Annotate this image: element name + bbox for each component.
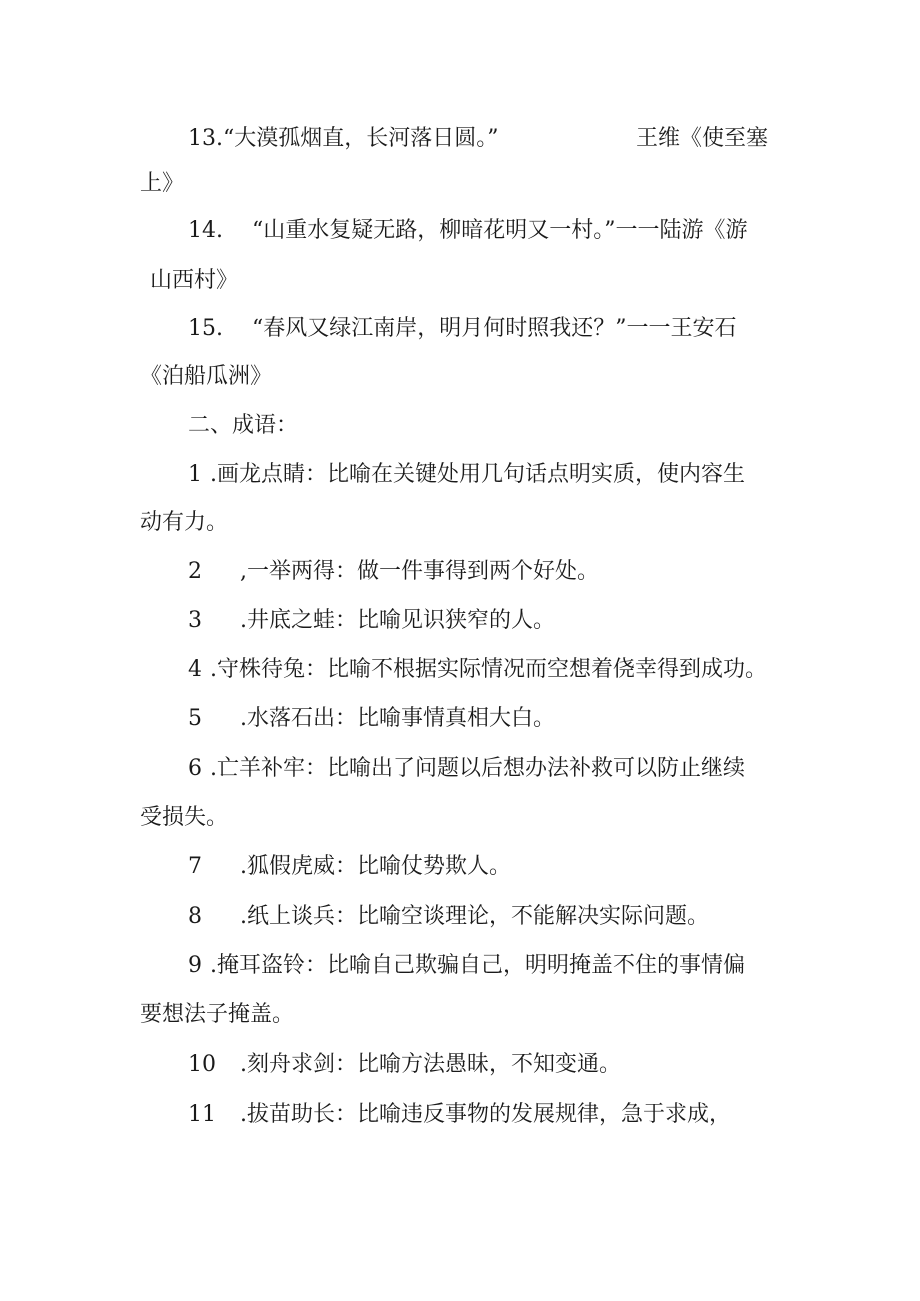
idiom-item-3 (188, 606, 555, 636)
poem-14-line (188, 216, 748, 246)
poem-text: “大漠孤烟直，长河落日圆。” (223, 126, 499, 151)
idiom-number: 1 (188, 462, 202, 487)
section-heading: 二、成语： (188, 413, 299, 438)
poem-13-line (188, 124, 499, 154)
idiom-text: .水落石出：比喻事情真相大白。 (240, 706, 555, 731)
idiom-text: .纸上谈兵：比喻空谈理论，不能解决实际问题。 (240, 904, 709, 929)
poem-text: “山重水复疑无路，柳暗花明又一村。”一一陆游《游 (252, 218, 748, 243)
idiom-item-10 (188, 1050, 621, 1080)
poem-author: 王维《使至塞 (636, 126, 769, 151)
poem-13-continuation: 上》 (140, 171, 185, 196)
poem-number: 13. (188, 126, 223, 151)
poem-13-author (636, 124, 768, 154)
idiom-item-7 (188, 852, 511, 882)
idiom-text: .拔苗助长：比喻违反事物的发展规律，急于求成， (240, 1102, 731, 1127)
poem-15-line (188, 314, 737, 344)
idiom-number: 10 (188, 1052, 216, 1077)
idiom-text: .画龙点睛：比喻在关键处用几句话点明实质，使内容生 (210, 462, 745, 487)
idiom-text: .掩耳盗铃：比喻自己欺骗自己，明明掩盖不住的事情偏 (210, 953, 745, 978)
idiom-number: 6 (188, 756, 202, 781)
idiom-1-continuation: 动有力。 (140, 510, 229, 535)
idiom-item-9 (188, 951, 745, 981)
idiom-item-8 (188, 902, 709, 932)
poem-number: 14. (188, 218, 223, 243)
poem-14-continuation: 山西村》 (150, 268, 239, 293)
idiom-item-6 (188, 754, 745, 784)
idiom-number: 7 (188, 854, 202, 879)
poem-15-continuation: 《泊船瓜洲》 (140, 364, 273, 389)
idiom-number: 2 (188, 559, 202, 584)
idiom-text: .刻舟求剑：比喻方法愚昧，不知变通。 (240, 1052, 621, 1077)
idiom-item-2 (188, 557, 599, 587)
idiom-number: 11 (188, 1102, 216, 1127)
idiom-number: 3 (188, 608, 202, 633)
poem-text: “春风又绿江南岸，明月何时照我还？”一一王安石 (252, 316, 737, 341)
idiom-number: 9 (188, 953, 202, 978)
poem-number: 15. (188, 316, 223, 341)
idiom-text: .亡羊补牢：比喻出了问题以后想办法补救可以防止继续 (210, 756, 745, 781)
idiom-item-5 (188, 704, 555, 734)
idiom-6-continuation: 受损失。 (140, 805, 229, 830)
idiom-text: .守株待兔：比喻不根据实际情况而空想着侥幸得到成功。 (210, 657, 767, 682)
idiom-item-11 (188, 1100, 731, 1130)
idiom-text: ,一举两得：做一件事得到两个好处。 (240, 559, 599, 584)
idiom-text: .井底之蛙：比喻见识狭窄的人。 (240, 608, 555, 633)
idiom-item-1 (188, 460, 745, 490)
idiom-number: 4 (188, 657, 202, 682)
idiom-number: 5 (188, 706, 202, 731)
idiom-9-continuation: 要想法子掩盖。 (140, 1002, 295, 1027)
idiom-text: .狐假虎威：比喻仗势欺人。 (240, 854, 511, 879)
idiom-number: 8 (188, 904, 202, 929)
idiom-item-4 (188, 655, 767, 685)
